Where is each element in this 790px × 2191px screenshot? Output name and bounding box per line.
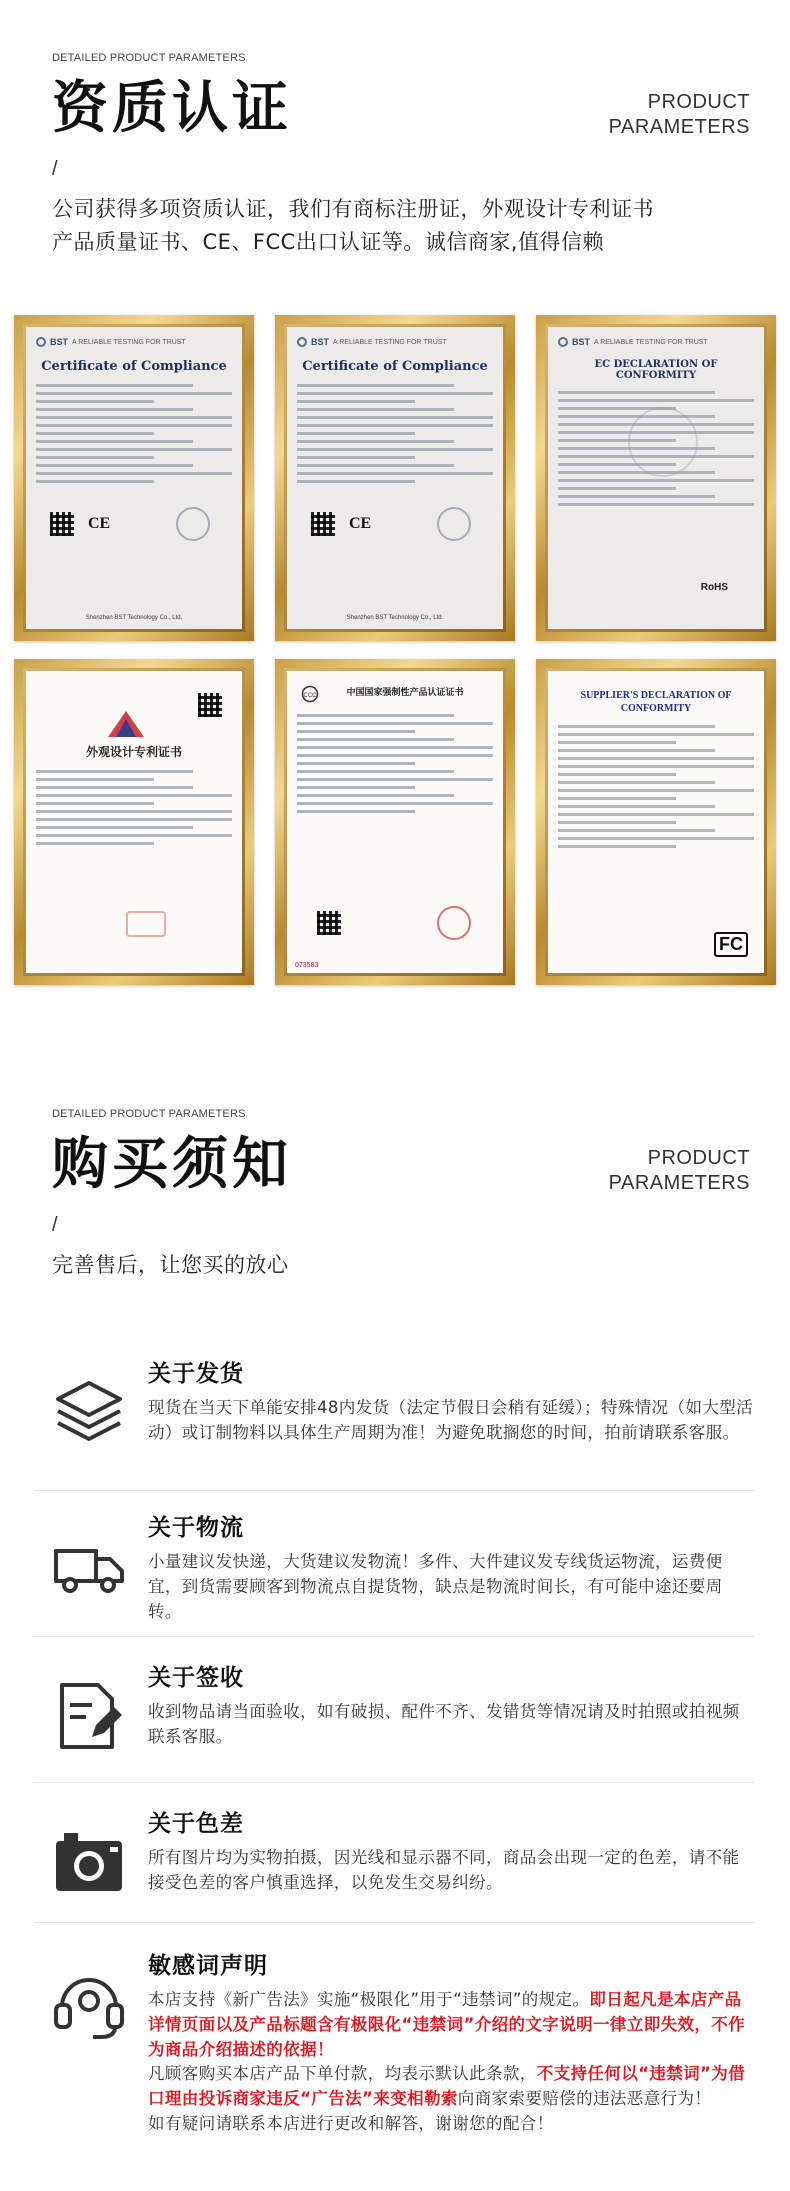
purchase-en-line1: PRODUCT xyxy=(647,1147,750,1169)
seal-icon xyxy=(628,407,698,477)
certificate-text-lines xyxy=(36,384,232,483)
certs-intro-line2: 产品质量证书、CE、FCC出口认证等。诚信商家,值得信赖 xyxy=(52,230,605,255)
certificate-document xyxy=(287,327,503,629)
document-edit-icon xyxy=(52,1679,126,1753)
notice-warning-text: 不支持任何以“违禁词”为借口理由投诉商家违反“广告法”来变相勒索 xyxy=(148,2064,746,2108)
certs-small-label: DETAILED PRODUCT PARAMETERS xyxy=(52,52,246,64)
notice-text: 小量建议发快递，大货建议发物流！多件、大件建议发专线货运物流，运费便宜，到货需要顾客到物流点自提货物，缺点是物流时间长，有可能中途还要周转。 xyxy=(148,1552,723,1621)
certs-slash: / xyxy=(52,157,58,180)
purchase-header xyxy=(0,1108,790,1282)
certs-en-line2: PARAMETERS xyxy=(608,116,750,138)
ce-mark: CE xyxy=(349,515,372,532)
patent-emblem-icon xyxy=(106,709,146,739)
qr-code-icon xyxy=(50,512,74,536)
bst-logo: BST A RELIABLE TESTING FOR TRUST xyxy=(558,337,754,347)
bst-logo: BST A RELIABLE TESTING FOR TRUST xyxy=(297,337,493,347)
notice-color xyxy=(34,1783,754,1923)
certificate-text-lines xyxy=(36,770,232,845)
certificate-title: EC DECLARATION OF CONFORMITY xyxy=(594,359,718,381)
certs-intro xyxy=(52,193,738,260)
purchase-slash: / xyxy=(52,1213,58,1236)
qr-code-icon xyxy=(317,911,341,935)
rohs-mark: RoHS xyxy=(700,582,728,593)
certificate-footer: Shenzhen BST Technology Co., Ltd. xyxy=(85,615,183,621)
certificate-title: SUPPLIER'S DECLARATION OF CONFORMITY xyxy=(580,690,732,714)
notice-title: 关于色差 xyxy=(148,1811,244,1837)
certificate-document xyxy=(548,671,764,973)
ce-mark: CE xyxy=(88,515,111,532)
certs-intro-line1: 公司获得多项资质认证，我们有商标注册证，外观设计专利证书 xyxy=(52,196,654,221)
red-seal-icon xyxy=(437,906,471,940)
certificate-frame-ce-2[interactable] xyxy=(275,315,515,641)
bst-logo-icon xyxy=(36,337,46,347)
certs-en-title xyxy=(609,90,750,140)
certificate-text-lines xyxy=(558,725,754,848)
certificate-frame-fcc[interactable] xyxy=(536,659,776,985)
svg-text:CCC: CCC xyxy=(303,693,317,699)
certificate-title: 中国国家强制性产品认证证书 xyxy=(346,688,464,698)
certs-en-line1: PRODUCT xyxy=(647,91,750,113)
bst-logo-icon xyxy=(558,337,568,347)
purchase-en-line2: PARAMETERS xyxy=(608,1172,750,1194)
purchase-small-label: DETAILED PRODUCT PARAMETERS xyxy=(52,1108,246,1120)
certificate-frame-design-patent[interactable] xyxy=(14,659,254,985)
certificate-document xyxy=(26,671,242,973)
notice-title: 关于发货 xyxy=(148,1361,244,1387)
notice-shipping xyxy=(34,1345,754,1491)
qr-code-icon xyxy=(198,693,222,717)
certificate-text-lines xyxy=(297,714,493,813)
notice-text: 现货在当天下单能安排48内发货（法定节假日会稍有延缓）；特殊情况（如大型活动）或订制物料以具体生产周期为准！为避免耽搁您的时间，拍前请联系客服。 xyxy=(148,1398,754,1442)
notice-text: 凡顾客购买本店产品下单付款，均表示默认此条款，不支持任何以“违禁词”为借口理由投诉商家违反“广告法”来变相勒索向商家索要赔偿的违法恶意行为！ xyxy=(148,2064,746,2108)
camera-icon xyxy=(52,1825,126,1899)
truck-icon xyxy=(52,1529,126,1603)
bst-logo: BST A RELIABLE TESTING FOR TRUST xyxy=(36,337,232,347)
seal-icon xyxy=(126,911,166,937)
certificate-title: Certificate of Compliance xyxy=(41,359,227,374)
certificate-grid xyxy=(14,315,776,985)
stack-icon xyxy=(52,1375,126,1449)
certificate-document xyxy=(548,327,764,629)
seal-icon xyxy=(437,507,471,541)
notice-title: 关于签收 xyxy=(148,1665,244,1691)
certificate-title: Certificate of Compliance xyxy=(302,359,488,374)
certificate-document xyxy=(287,671,503,973)
certificate-document xyxy=(26,327,242,629)
certificate-serial: 073583 xyxy=(295,962,319,969)
notice-text: 收到物品请当面验收，如有破损、配件不齐、发错货等情况请及时拍照或拍视频联系客服。 xyxy=(148,1702,740,1746)
certificate-frame-ce-1[interactable] xyxy=(14,315,254,641)
seal-icon xyxy=(176,507,210,541)
certificate-title: 外观设计专利证书 xyxy=(85,745,182,759)
notice-title: 关于物流 xyxy=(148,1515,244,1541)
notice-title: 敏感词声明 xyxy=(148,1953,268,1979)
notice-warning-text: 即日起凡是本店产品详情页面以及产品标题含有极限化“违禁词”介绍的文字说明一律立即失效，不作为商品介绍描述的依据！ xyxy=(148,1990,746,2059)
purchase-intro: 完善售后，让您买的放心 xyxy=(52,1252,289,1277)
notice-logistics xyxy=(34,1491,754,1637)
headset-icon xyxy=(52,1967,126,2041)
notice-text: 如有疑问请联系本店进行更改和解答，谢谢您的配合！ xyxy=(148,2113,554,2133)
certs-title: 资质认证 xyxy=(52,76,292,141)
notice-sensitive-words xyxy=(34,1923,754,2137)
notice-text: 所有图片均为实物拍摄，因光线和显示器不同，商品会出现一定的色差，请不能接受色差的客户慎重选择，以免发生交易纠纷。 xyxy=(148,1848,740,1892)
notice-receipt xyxy=(34,1637,754,1783)
certificate-text-lines xyxy=(297,384,493,483)
certificate-footer: Shenzhen BST Technology Co., Ltd. xyxy=(346,615,444,621)
purchase-title: 购买须知 xyxy=(52,1132,292,1197)
notice-text: 本店支持《新广告法》实施“极限化”用于“违禁词”的规定。即日起凡是本店产品详情页面以及产品标题含有极限化“违禁词”介绍的文字说明一律立即失效，不作为商品介绍描述的依据！ xyxy=(148,1990,746,2059)
purchase-en-title xyxy=(609,1146,750,1196)
certificate-frame-ccc[interactable] xyxy=(275,659,515,985)
bst-logo-icon xyxy=(297,337,307,347)
certs-header xyxy=(0,52,790,260)
certificate-frame-ec-declaration[interactable] xyxy=(536,315,776,641)
ccc-logo-icon xyxy=(301,685,319,703)
qr-code-icon xyxy=(311,512,335,536)
notice-list xyxy=(34,1345,754,2137)
fcc-mark: FC xyxy=(714,932,748,957)
